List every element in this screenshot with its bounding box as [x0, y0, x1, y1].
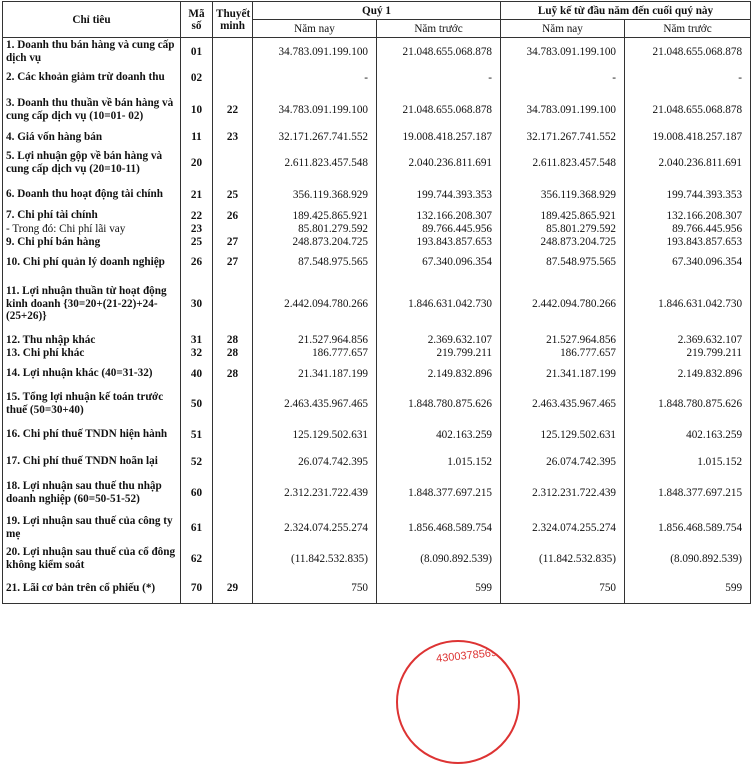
row-ma-so: 60	[181, 474, 213, 512]
row-ma-so: 25	[181, 235, 213, 249]
row-quy-nam-truoc: 89.766.445.956	[377, 223, 501, 236]
row-luy-ke-nam-nay: 2.324.074.255.274	[501, 512, 625, 544]
row-thuyet-minh: 28	[213, 333, 253, 347]
row-luy-ke-nam-nay: 2.312.231.722.439	[501, 474, 625, 512]
row-quy-nam-nay: 2.611.823.457.548	[253, 145, 377, 181]
table-row	[3, 474, 751, 512]
row-luy-ke-nam-truoc: 193.843.857.653	[625, 235, 751, 249]
row-quy-nam-nay: 34.783.091.199.100	[253, 38, 377, 66]
row-quy-nam-truoc: 21.048.655.068.878	[377, 38, 501, 66]
row-luy-ke-nam-truoc: 19.008.418.257.187	[625, 130, 751, 145]
row-thuyet-minh	[213, 544, 253, 574]
row-quy-nam-nay: 85.801.279.592	[253, 223, 377, 236]
row-quy-nam-truoc: 1.848.780.875.626	[377, 388, 501, 420]
row-luy-ke-nam-truoc: 89.766.445.956	[625, 223, 751, 236]
row-luy-ke-nam-truoc: 402.163.259	[625, 420, 751, 450]
row-thuyet-minh: 27	[213, 249, 253, 275]
row-luy-ke-nam-truoc: 1.848.377.697.215	[625, 474, 751, 512]
row-quy-nam-nay: 32.171.267.741.552	[253, 130, 377, 145]
row-luy-ke-nam-truoc: 1.015.152	[625, 450, 751, 474]
row-quy-nam-truoc: 67.340.096.354	[377, 249, 501, 275]
table-row	[3, 347, 751, 360]
row-thuyet-minh	[213, 145, 253, 181]
row-label: 9. Chi phí bán hàng	[3, 235, 181, 249]
row-label: 2. Các khoản giảm trừ doanh thu	[3, 66, 181, 90]
row-quy-nam-truoc: 193.843.857.653	[377, 235, 501, 249]
row-quy-nam-nay: 26.074.742.395	[253, 450, 377, 474]
row-thuyet-minh	[213, 275, 253, 333]
row-thuyet-minh: 25	[213, 181, 253, 209]
row-ma-so: 61	[181, 512, 213, 544]
row-quy-nam-nay: (11.842.532.835)	[253, 544, 377, 574]
row-quy-nam-truoc: 132.166.208.307	[377, 209, 501, 223]
header-lk-nam-nay: Năm nay	[501, 20, 625, 38]
header-thuyet-minh: Thuyết minh	[213, 2, 253, 38]
row-luy-ke-nam-truoc: 219.799.211	[625, 347, 751, 360]
row-ma-so: 10	[181, 90, 213, 130]
row-luy-ke-nam-truoc: (8.090.892.539)	[625, 544, 751, 574]
row-luy-ke-nam-truoc: 2.369.632.107	[625, 333, 751, 347]
header-quy: Quý 1	[253, 2, 501, 20]
row-luy-ke-nam-nay: (11.842.532.835)	[501, 544, 625, 574]
header-chi-tieu: Chỉ tiêu	[3, 2, 181, 38]
row-thuyet-minh	[213, 38, 253, 66]
row-quy-nam-truoc: 1.856.468.589.754	[377, 512, 501, 544]
row-thuyet-minh	[213, 388, 253, 420]
row-label: 20. Lợi nhuận sau thuế của cổ đông không kiểm soát	[3, 544, 181, 574]
row-quy-nam-nay: 87.548.975.565	[253, 249, 377, 275]
row-thuyet-minh	[213, 474, 253, 512]
row-thuyet-minh	[213, 512, 253, 544]
row-quy-nam-truoc: -	[377, 66, 501, 90]
row-quy-nam-nay: 2.312.231.722.439	[253, 474, 377, 512]
row-quy-nam-nay: 21.527.964.856	[253, 333, 377, 347]
row-quy-nam-truoc: 2.040.236.811.691	[377, 145, 501, 181]
row-thuyet-minh: 28	[213, 360, 253, 388]
row-ma-so: 32	[181, 347, 213, 360]
row-label: 13. Chi phí khác	[3, 347, 181, 360]
row-label: 18. Lợi nhuận sau thuế thu nhập doanh nghiệp (60=50-51-52)	[3, 474, 181, 512]
row-luy-ke-nam-truoc: 2.040.236.811.691	[625, 145, 751, 181]
row-ma-so: 22	[181, 209, 213, 223]
row-quy-nam-nay: -	[253, 66, 377, 90]
row-ma-so: 52	[181, 450, 213, 474]
table-row	[3, 181, 751, 209]
row-thuyet-minh: 22	[213, 90, 253, 130]
table-row	[3, 574, 751, 604]
table-row	[3, 90, 751, 130]
row-label: 19. Lợi nhuận sau thuế của công ty mẹ	[3, 512, 181, 544]
table-row	[3, 235, 751, 249]
row-quy-nam-nay: 189.425.865.921	[253, 209, 377, 223]
row-luy-ke-nam-nay: 32.171.267.741.552	[501, 130, 625, 145]
row-luy-ke-nam-truoc: 21.048.655.068.878	[625, 38, 751, 66]
table-row	[3, 145, 751, 181]
header-ma-so: Mã số	[181, 2, 213, 38]
row-luy-ke-nam-nay: -	[501, 66, 625, 90]
row-luy-ke-nam-nay: 2.442.094.780.266	[501, 275, 625, 333]
row-luy-ke-nam-nay: 750	[501, 574, 625, 604]
row-quy-nam-nay: 2.442.094.780.266	[253, 275, 377, 333]
row-thuyet-minh	[213, 223, 253, 236]
row-luy-ke-nam-truoc: 132.166.208.307	[625, 209, 751, 223]
row-quy-nam-truoc: 199.744.393.353	[377, 181, 501, 209]
row-label: 10. Chi phí quản lý doanh nghiệp	[3, 249, 181, 275]
row-quy-nam-truoc: (8.090.892.539)	[377, 544, 501, 574]
row-luy-ke-nam-truoc: 199.744.393.353	[625, 181, 751, 209]
row-quy-nam-truoc: 1.846.631.042.730	[377, 275, 501, 333]
row-label: 7. Chi phí tài chính	[3, 209, 181, 223]
row-quy-nam-truoc: 21.048.655.068.878	[377, 90, 501, 130]
row-quy-nam-nay: 248.873.204.725	[253, 235, 377, 249]
row-quy-nam-truoc: 1.015.152	[377, 450, 501, 474]
table-body	[3, 38, 751, 604]
row-quy-nam-truoc: 402.163.259	[377, 420, 501, 450]
row-label: 1. Doanh thu bán hàng và cung cấp dịch vụ	[3, 38, 181, 66]
row-luy-ke-nam-truoc: 1.846.631.042.730	[625, 275, 751, 333]
table-row	[3, 420, 751, 450]
row-thuyet-minh	[213, 420, 253, 450]
row-quy-nam-nay: 34.783.091.199.100	[253, 90, 377, 130]
header-lk-nam-truoc: Năm trước	[625, 20, 751, 38]
row-luy-ke-nam-nay: 85.801.279.592	[501, 223, 625, 236]
table-row	[3, 209, 751, 223]
row-luy-ke-nam-nay: 356.119.368.929	[501, 181, 625, 209]
company-stamp	[396, 640, 520, 764]
row-thuyet-minh: 28	[213, 347, 253, 360]
row-ma-so: 31	[181, 333, 213, 347]
row-quy-nam-nay: 2.463.435.967.465	[253, 388, 377, 420]
row-quy-nam-nay: 750	[253, 574, 377, 604]
row-luy-ke-nam-nay: 26.074.742.395	[501, 450, 625, 474]
table-row	[3, 544, 751, 574]
row-luy-ke-nam-nay: 248.873.204.725	[501, 235, 625, 249]
row-thuyet-minh	[213, 66, 253, 90]
row-thuyet-minh: 27	[213, 235, 253, 249]
row-luy-ke-nam-truoc: 1.848.780.875.626	[625, 388, 751, 420]
row-label: 12. Thu nhập khác	[3, 333, 181, 347]
row-thuyet-minh	[213, 450, 253, 474]
row-ma-so: 21	[181, 181, 213, 209]
row-luy-ke-nam-nay: 125.129.502.631	[501, 420, 625, 450]
row-luy-ke-nam-nay: 186.777.657	[501, 347, 625, 360]
table-row	[3, 450, 751, 474]
stamp-number: 4300378569	[435, 646, 498, 666]
header-q-nam-nay: Năm nay	[253, 20, 377, 38]
row-thuyet-minh: 29	[213, 574, 253, 604]
row-luy-ke-nam-nay: 87.548.975.565	[501, 249, 625, 275]
table-row	[3, 249, 751, 275]
row-label: 14. Lợi nhuận khác (40=31-32)	[3, 360, 181, 388]
row-luy-ke-nam-truoc: 21.048.655.068.878	[625, 90, 751, 130]
table-row	[3, 360, 751, 388]
row-quy-nam-nay: 2.324.074.255.274	[253, 512, 377, 544]
row-thuyet-minh: 23	[213, 130, 253, 145]
row-label: - Trong đó: Chi phí lãi vay	[3, 223, 181, 236]
row-label: 3. Doanh thu thuần về bán hàng và cung cấp dịch vụ (10=01- 02)	[3, 90, 181, 130]
table-row	[3, 130, 751, 145]
row-luy-ke-nam-nay: 2.463.435.967.465	[501, 388, 625, 420]
row-quy-nam-nay: 125.129.502.631	[253, 420, 377, 450]
row-label: 6. Doanh thu hoạt động tài chính	[3, 181, 181, 209]
table-row	[3, 275, 751, 333]
row-luy-ke-nam-nay: 34.783.091.199.100	[501, 38, 625, 66]
row-quy-nam-truoc: 2.369.632.107	[377, 333, 501, 347]
table-row	[3, 66, 751, 90]
income-statement-table	[2, 1, 751, 604]
row-ma-so: 02	[181, 66, 213, 90]
row-luy-ke-nam-nay: 2.611.823.457.548	[501, 145, 625, 181]
row-luy-ke-nam-truoc: 599	[625, 574, 751, 604]
table-row	[3, 333, 751, 347]
row-luy-ke-nam-truoc: 1.856.468.589.754	[625, 512, 751, 544]
row-quy-nam-nay: 356.119.368.929	[253, 181, 377, 209]
row-ma-so: 23	[181, 223, 213, 236]
row-thuyet-minh: 26	[213, 209, 253, 223]
row-luy-ke-nam-truoc: 67.340.096.354	[625, 249, 751, 275]
row-luy-ke-nam-truoc: -	[625, 66, 751, 90]
row-luy-ke-nam-nay: 189.425.865.921	[501, 209, 625, 223]
row-ma-so: 11	[181, 130, 213, 145]
row-quy-nam-truoc: 1.848.377.697.215	[377, 474, 501, 512]
table-row	[3, 388, 751, 420]
row-label: 21. Lãi cơ bản trên cổ phiếu (*)	[3, 574, 181, 604]
row-ma-so: 62	[181, 544, 213, 574]
row-label: 5. Lợi nhuận gộp về bán hàng và cung cấp dịch vụ (20=10-11)	[3, 145, 181, 181]
row-label: 17. Chi phí thuế TNDN hoãn lại	[3, 450, 181, 474]
row-ma-so: 01	[181, 38, 213, 66]
row-ma-so: 70	[181, 574, 213, 604]
row-quy-nam-nay: 186.777.657	[253, 347, 377, 360]
row-luy-ke-nam-truoc: 2.149.832.896	[625, 360, 751, 388]
row-quy-nam-truoc: 19.008.418.257.187	[377, 130, 501, 145]
table-row	[3, 512, 751, 544]
header-luy-ke: Luỹ kế từ đầu năm đến cuối quý này	[501, 2, 751, 20]
row-ma-so: 51	[181, 420, 213, 450]
table-row	[3, 223, 751, 236]
row-ma-so: 30	[181, 275, 213, 333]
row-ma-so: 50	[181, 388, 213, 420]
row-label: 15. Tổng lợi nhuận kế toán trước thuế (50=30+40)	[3, 388, 181, 420]
row-quy-nam-truoc: 219.799.211	[377, 347, 501, 360]
row-luy-ke-nam-nay: 21.341.187.199	[501, 360, 625, 388]
row-luy-ke-nam-nay: 34.783.091.199.100	[501, 90, 625, 130]
row-ma-so: 40	[181, 360, 213, 388]
row-ma-so: 20	[181, 145, 213, 181]
table-row	[3, 38, 751, 66]
row-quy-nam-nay: 21.341.187.199	[253, 360, 377, 388]
row-label: 11. Lợi nhuận thuần từ hoạt động kinh doanh {30=20+(21-22)+24-(25+26)}	[3, 275, 181, 333]
row-luy-ke-nam-nay: 21.527.964.856	[501, 333, 625, 347]
row-label: 16. Chi phí thuế TNDN hiện hành	[3, 420, 181, 450]
header-q-nam-truoc: Năm trước	[377, 20, 501, 38]
row-quy-nam-truoc: 2.149.832.896	[377, 360, 501, 388]
row-ma-so: 26	[181, 249, 213, 275]
row-label: 4. Giá vốn hàng bán	[3, 130, 181, 145]
row-quy-nam-truoc: 599	[377, 574, 501, 604]
